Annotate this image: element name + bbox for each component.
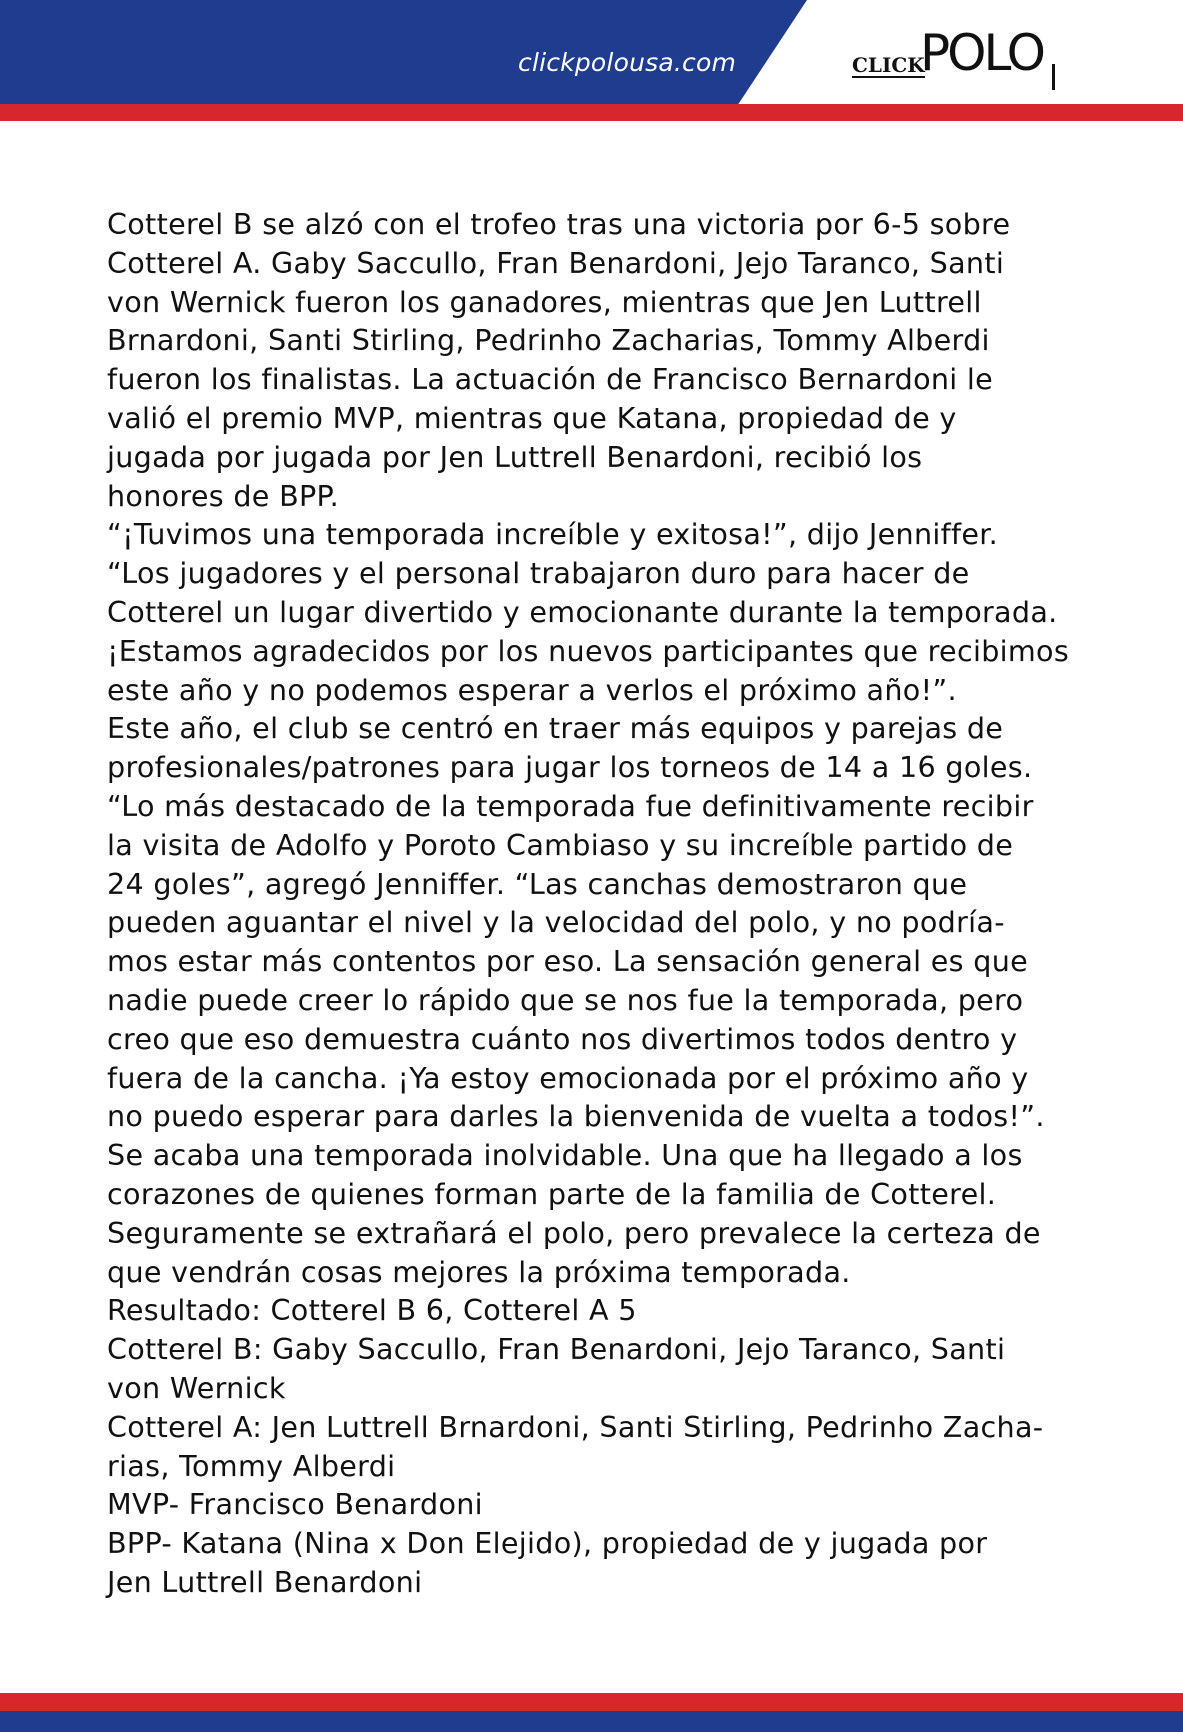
article-line: “¡Tuvimos una temporada increíble y exitosa!”, dijo Jenniffer. <box>107 517 999 552</box>
article-line: Cotterel B se alzó con el trofeo tras una victoria por 6-5 sobre <box>107 207 1011 241</box>
logo-polo-text: POLO <box>920 24 1043 82</box>
bpp-line: Jen Luttrell Benardoni <box>107 1564 423 1599</box>
logo-click-text: CLICK <box>852 53 925 77</box>
article-line: Se acaba una temporada inolvidable. Una que ha llegado a los <box>107 1138 1023 1173</box>
result-line: Resultado: Cotterel B 6, Cotterel A 5 <box>107 1293 637 1328</box>
article-line: ¡Estamos agradecidos por los nuevos participantes que recibimos <box>107 633 1070 668</box>
article-line: jugada por jugada por Jen Luttrell Benardoni, recibió los <box>107 439 923 474</box>
mvp-line: MVP- Francisco Benardoni <box>107 1487 483 1522</box>
site-url: clickpolousa.com <box>518 48 736 77</box>
article-line: mos estar más contentos por eso. La sensación general es que <box>107 944 1029 979</box>
article-line: este año y no podemos esperar a verlos el próximo año!”. <box>107 672 957 707</box>
article-line: fueron los finalistas. La actuación de Francisco Bernardoni le <box>107 362 994 397</box>
article-body <box>107 205 1097 1602</box>
article-line: 24 goles”, agregó Jenniffer. “Las canchas demostraron que <box>107 866 968 901</box>
article-line: corazones de quienes forman parte de la familia de Cotterel. <box>107 1176 997 1211</box>
article-line: “Lo más destacado de la temporada fue definitivamente recibir <box>107 788 1034 823</box>
article-line: creo que eso demuestra cuánto nos divertimos todos dentro y <box>107 1021 1018 1056</box>
article-line: “Los jugadores y el personal trabajaron duro para hacer de <box>107 556 970 591</box>
team-a-line: Cotterel A: Jen Luttrell Brnardoni, Santi Stirling, Pedrinho Zacha- <box>107 1409 1044 1444</box>
article-line: Seguramente se extrañará el polo, pero prevalece la certeza de <box>107 1215 1041 1250</box>
article-line: no puedo esperar para darles la bienvenida de vuelta a todos!”. <box>107 1099 1045 1134</box>
article-line: von Wernick fueron los ganadores, mientras que Jen Luttrell <box>107 284 982 319</box>
team-b-line: Cotterel B: Gaby Saccullo, Fran Benardoni, Jejo Taranco, Santi <box>107 1332 1006 1367</box>
article-line: valió el premio MVP, mientras que Katana, propiedad de y <box>107 400 957 435</box>
team-b-line: von Wernick <box>107 1370 286 1405</box>
clickpolo-logo <box>852 24 1062 94</box>
article-line: que vendrán cosas mejores la próxima temporada. <box>107 1254 851 1289</box>
footer-red-stripe <box>0 1693 1183 1711</box>
footer-blue-stripe <box>0 1711 1183 1732</box>
article-line: fuera de la cancha. ¡Ya estoy emocionada por el próximo año y <box>107 1060 1029 1095</box>
header-red-stripe <box>0 104 1183 121</box>
article-line: Este año, el club se centró en traer más equipos y parejas de <box>107 711 1004 746</box>
article-line: honores de BPP. <box>107 478 340 513</box>
article-line: Brnardoni, Santi Stirling, Pedrinho Zacharias, Tommy Alberdi <box>107 323 990 358</box>
article-line: nadie puede creer lo rápido que se nos fue la temporada, pero <box>107 982 1024 1017</box>
article-line: profesionales/patrones para jugar los torneos de 14 a 16 goles. <box>107 750 1033 785</box>
page-header <box>0 0 1183 122</box>
article-line: Cotterel un lugar divertido y emocionante durante la temporada. <box>107 594 1058 629</box>
article-line: Cotterel A. Gaby Saccullo, Fran Benardoni, Jejo Taranco, Santi <box>107 245 1005 280</box>
team-a-line: rias, Tommy Alberdi <box>107 1448 396 1483</box>
article-line: pueden aguantar el nivel y la velocidad del polo, y no podría- <box>107 905 1005 940</box>
logo-tick-mark <box>1052 64 1055 90</box>
article-line: la visita de Adolfo y Poroto Cambiaso y su increíble partido de <box>107 827 1014 862</box>
bpp-line: BPP- Katana (Nina x Don Elejido), propiedad de y jugada por <box>107 1526 988 1561</box>
